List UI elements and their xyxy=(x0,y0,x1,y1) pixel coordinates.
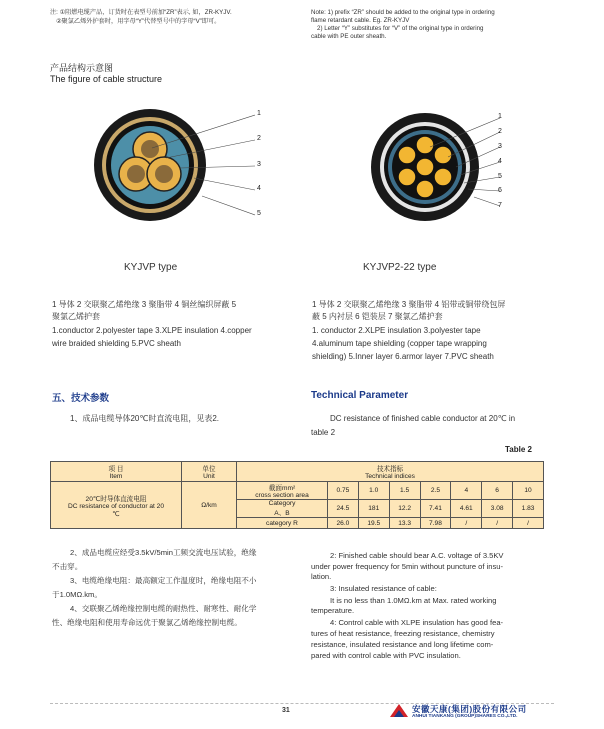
right-callout-4: 4 xyxy=(498,158,502,165)
cat-ab-cell: 181 xyxy=(358,500,389,518)
structure-title-en: The figure of cable structure xyxy=(50,74,163,84)
item-en-1: DC resistance of conductor at 20 xyxy=(67,502,165,510)
cat-r-label-cell: category R xyxy=(237,518,328,529)
kyjvp2-22-cable-diagram xyxy=(360,105,510,225)
structure-title-cn: 产品结构示意图 xyxy=(50,63,114,73)
table-label: Table 2 xyxy=(505,445,532,454)
area-cell: 6 xyxy=(482,482,513,500)
right-callout-5: 5 xyxy=(498,173,502,180)
left-p2b: 不击穿。 xyxy=(52,562,83,571)
left-p4a: 4、交联聚乙烯绝缘控制电缆的耐热性、耐寒性、耐化学 xyxy=(70,604,257,613)
kyjvp-cable-diagram xyxy=(90,100,270,230)
cat-r-cell: 7.98 xyxy=(420,518,451,529)
tech-item1-en-1: DC resistance of finished cable conductor at 20℃ in xyxy=(330,414,516,423)
note-en-3: 2) Letter “Y” substitutes for “V” of the original type in ordering xyxy=(317,25,484,32)
tech-heading-cn: 五、技术参数 xyxy=(52,393,110,404)
company-logo-icon xyxy=(388,702,410,720)
right-legend-cn-1: 1 导体 2 交联聚乙烯绝缘 3 聚脂带 4 铝带或铜带绕包屏 xyxy=(312,300,506,309)
area-cell: 10 xyxy=(513,482,544,500)
area-cell: 1.5 xyxy=(389,482,420,500)
area-label-1: 截面mm² xyxy=(268,485,296,492)
note-en-1: Note: 1) prefix “ZR” should be added to the original type in ordering xyxy=(311,9,495,16)
right-p4a: 4: Control cable with XLPE insulation has good fea- xyxy=(330,618,504,627)
header-item xyxy=(51,462,182,482)
item-en-2: ℃ xyxy=(112,510,120,518)
right-p4d: pared with control cable with PVC insulation. xyxy=(311,651,461,660)
left-legend-cn-2: 聚氯乙烯护套 xyxy=(52,312,100,321)
conductor-1 xyxy=(141,140,159,158)
company-name-en: ANHUI TIANKANG (GROUP)SHARES CO.,LTD. xyxy=(412,714,518,719)
right-p4b: tures of heat resistance, freezing resistance, chemistry xyxy=(311,629,495,638)
left-p4b: 性、绝缘电阻和使用寿命远优于聚氯乙烯绝缘控制电缆。 xyxy=(52,618,242,627)
right-p2a: 2: Finished cable should bear A.C. voltage of 3.5KV xyxy=(330,551,504,560)
left-callout-2: 2 xyxy=(257,135,261,142)
cat-ab-label-1: Category xyxy=(268,500,296,507)
conductor-2 xyxy=(127,165,145,183)
tech-heading-en: Technical Parameter xyxy=(311,390,409,401)
right-legend-en-1: 1. conductor 2.XLPE insulation 3.polyester tape xyxy=(312,326,481,335)
right-p3c: temperature. xyxy=(311,606,355,615)
right-callout-6: 6 xyxy=(498,187,502,194)
area-cell: 4 xyxy=(451,482,482,500)
cat-ab-cell: 12.2 xyxy=(389,500,420,518)
note-cn-1: 注: ①阻燃电缆产品，订货时在表型号前加“ZR”表示, 如，ZR-KYJV. xyxy=(50,9,232,16)
right-legend-cn-2: 蔽 5 内衬层 6 铠装层 7 聚氯乙烯护套 xyxy=(312,312,443,321)
tech-item1-cn: 1、成品电缆导体20℃时直流电阻，见表2. xyxy=(70,414,220,423)
conductor-3 xyxy=(155,165,173,183)
left-p2a: 2、成品电缆应经受3.5kV/5min工频交流电压试验，绝缘 xyxy=(70,548,257,557)
cat-r-cell: 13.3 xyxy=(389,518,420,529)
left-callout-4: 4 xyxy=(257,185,261,192)
cat-r-cell: 19.5 xyxy=(358,518,389,529)
right-callout-2: 2 xyxy=(498,128,502,135)
left-callout-3: 3 xyxy=(257,161,261,168)
header-unit-cn: 单位 xyxy=(202,466,216,473)
row-unit-cell: Ω/km xyxy=(182,482,237,529)
tech-item1-en-2: table 2 xyxy=(311,428,336,437)
header-tech xyxy=(237,462,544,482)
note-cn-2: ②聚氯乙烯外护套时，用字母“Y”代替型号中的字母“V”即可。 xyxy=(56,18,221,25)
area-cell: 1.0 xyxy=(358,482,389,500)
header-item-cn: 项 目 xyxy=(108,466,124,473)
right-p4c: resistance, insulated resistance and long lifetime com- xyxy=(311,640,494,649)
right-cable-type: KYJVP2-22 type xyxy=(363,262,437,273)
right-p3a: 3: Insulated resistance of cable: xyxy=(330,584,437,593)
header-tech-en: Technical indices xyxy=(365,473,415,480)
area-label-cell xyxy=(237,482,328,500)
left-legend-en-2: wire braided shielding 5.PVC sheath xyxy=(52,339,181,348)
cat-ab-label-2: A、B xyxy=(274,510,290,517)
cat-r-cell: / xyxy=(482,518,513,529)
cat-ab-cell: 3.08 xyxy=(482,500,513,518)
left-legend-cn-1: 1 导体 2 交联聚乙烯绝缘 3 聚脂带 4 铜丝编织屏蔽 5 xyxy=(52,300,237,309)
cat-ab-cell: 1.83 xyxy=(513,500,544,518)
note-en-4: cable with PE outer sheath. xyxy=(311,33,387,40)
left-callout-5: 5 xyxy=(257,210,261,217)
row-item-cell xyxy=(51,482,182,529)
cat-r-cell: / xyxy=(451,518,482,529)
right-legend-en-2: 4.aluminum tape shielding (copper tape wrapping xyxy=(312,339,487,348)
item-cn: 20℃时导体直流电阻 xyxy=(85,495,147,503)
right-p2b: under power frequency for 5min without puncture of insu- xyxy=(311,562,504,571)
right-callout-3: 3 xyxy=(498,143,502,150)
right-p2c: lation. xyxy=(311,572,332,581)
right-callout-1: 1 xyxy=(498,113,502,120)
area-cell: 0.75 xyxy=(328,482,359,500)
header-tech-cn: 技术指标 xyxy=(376,466,404,473)
cat-r-cell: / xyxy=(513,518,544,529)
left-legend-en-1: 1.conductor 2.polyester tape 3.XLPE insulation 4.copper xyxy=(52,326,252,335)
header-item-en: Item xyxy=(109,473,123,480)
left-callout-1: 1 xyxy=(257,110,261,117)
right-callout-7: 7 xyxy=(498,202,502,209)
cat-ab-label-cell xyxy=(237,500,328,518)
cat-ab-cell: 4.61 xyxy=(451,500,482,518)
area-cell: 2.5 xyxy=(420,482,451,500)
cat-r-cell: 26.0 xyxy=(328,518,359,529)
left-p3a: 3、电缆绝缘电阻：最高额定工作温度时，绝缘电阻不小 xyxy=(70,576,257,585)
cat-ab-cell: 24.5 xyxy=(328,500,359,518)
note-en-2: flame retardant cable. Eg. ZR-KYJV xyxy=(311,17,410,24)
right-p3b: It is no less than 1.0MΩ.km at Max. rated working xyxy=(330,596,497,605)
dc-resistance-table xyxy=(50,461,544,529)
company-name-cn: 安徽天康(集团)股份有限公司 xyxy=(412,704,527,714)
page-number: 31 xyxy=(282,707,290,714)
left-p3b: 于1.0MΩ.km。 xyxy=(52,590,102,599)
cat-ab-cell: 7.41 xyxy=(420,500,451,518)
right-legend-en-3: shielding) 5.Inner layer 6.armor layer 7.PVC sheath xyxy=(312,352,494,361)
header-unit xyxy=(182,462,237,482)
left-cable-type: KYJVP type xyxy=(124,262,178,273)
area-label-2: cross section area xyxy=(255,492,309,499)
header-unit-en: Unit xyxy=(203,473,215,480)
